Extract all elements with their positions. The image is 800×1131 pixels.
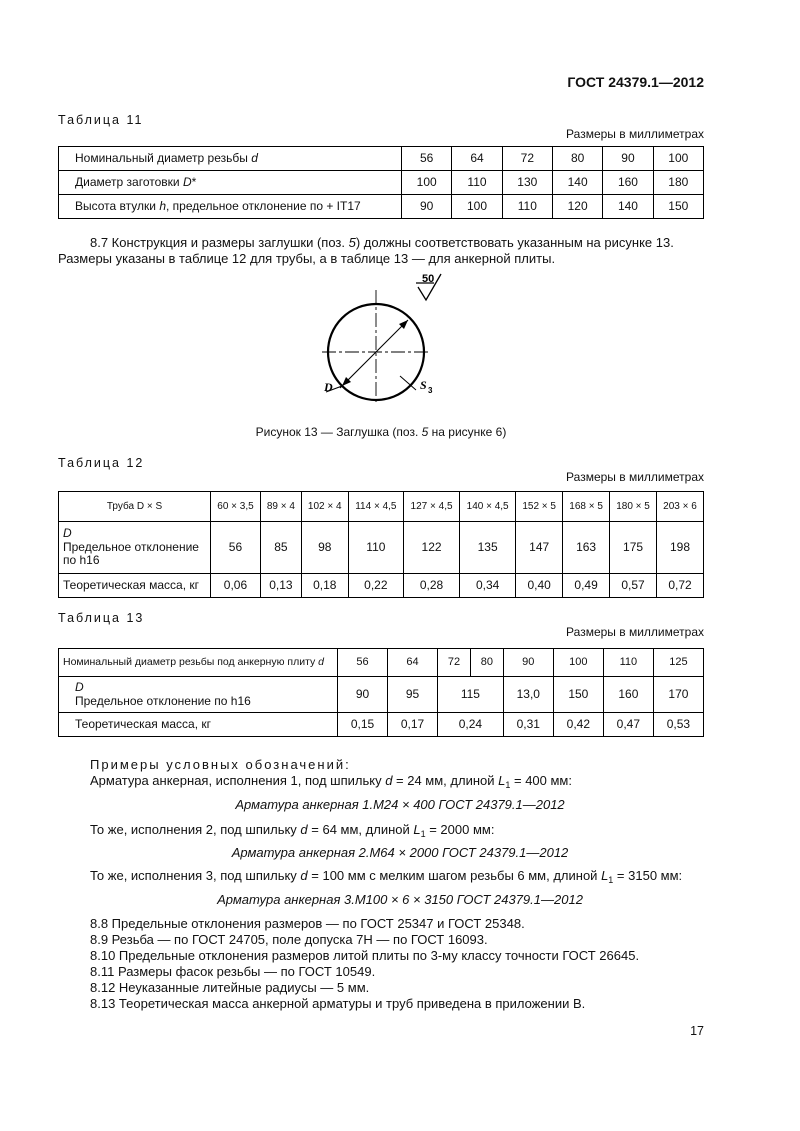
item-8-11: 8.11 Размеры фасок резьбы — по ГОСТ 10549. [90,964,376,979]
table-13-col-header: 72 [438,649,471,677]
table-11-cell: 100 [653,147,703,171]
table-13-cell: 0,24 [438,713,504,737]
table-13-cell: 0,53 [653,713,703,737]
table-11-cell: 140 [603,195,653,219]
roughness-value: 50 [422,273,435,285]
table-11-caption: Таблица 11 [58,113,144,127]
table-13-cell: 160 [603,677,653,713]
table-12-col-header: 168 × 5 [563,492,610,522]
table-12-units: Размеры в миллиметрах [566,470,704,484]
table-12 [58,491,704,598]
table-13-cell: 0,31 [503,713,553,737]
table-11-cell: 160 [603,171,653,195]
table-13-col-header: 56 [338,649,388,677]
table-12-cell: 135 [460,522,516,574]
table-11-cell: 100 [402,171,452,195]
example-1-text: Арматура анкерная, исполнения 1, под шпильку d = 24 мм, длиной $L_1 = 400$ мм: [90,773,572,790]
table-11-units: Размеры в миллиметрах [566,127,704,141]
table-13-cell: 13,0 [503,677,553,713]
table-13-col-header: 90 [503,649,553,677]
table-11-cell: 90 [402,195,452,219]
table-12-cell: 85 [260,522,301,574]
table-12-head-label: Труба D × S [59,492,211,522]
table-12-col-header: 203 × 6 [657,492,704,522]
table-11 [58,146,704,219]
table-11-cell: 110 [502,195,552,219]
table-11-cell: 110 [452,171,502,195]
table-13-caption: Таблица 13 [58,611,145,625]
thickness-label: S [420,378,427,392]
table-12-cell: 175 [610,522,657,574]
thickness-label-sub: 3 [428,386,433,395]
table-13-row2-label: Теоретическая масса, кг [59,713,338,737]
table-12-cell: 0,18 [301,574,348,598]
table-11-cell: 64 [452,147,502,171]
examples-title: Примеры условных обозначений: [90,757,351,772]
table-12-cell: 0,06 [211,574,261,598]
item-8-9: 8.9 Резьба — по ГОСТ 24705, поле допуска 7Н — по ГОСТ 16093. [90,932,488,947]
table-12-col-header: 152 × 5 [516,492,563,522]
table-11-cell: 130 [502,171,552,195]
table-12-col-header: 89 × 4 [260,492,301,522]
table-12-cell: 0,49 [563,574,610,598]
diameter-dimension-line [340,320,408,388]
table-12-col-header: 180 × 5 [610,492,657,522]
table-12-col-header: 127 × 4,5 [404,492,460,522]
table-11-cell: 120 [552,195,602,219]
table-11-cell: 140 [552,171,602,195]
table-11-row-label: Диаметр заготовки D* [59,171,402,195]
example-2-text: То же, исполнения 2, под шпильку d = 64 мм, длиной $L_1 = 2000$ мм: [90,822,495,839]
table-11-cell: 80 [552,147,602,171]
table-11-row-label: Номинальный диаметр резьбы d [59,147,402,171]
figure-13-plug-drawing [300,270,460,405]
table-13-cell: 0,15 [338,713,388,737]
table-13-col-header: 80 [470,649,503,677]
table-13-cell: 170 [653,677,703,713]
table-11-cell: 90 [603,147,653,171]
item-8-12: 8.12 Неуказанные литейные радиусы — 5 мм. [90,980,370,995]
table-12-cell: 98 [301,522,348,574]
table-12-col-header: 114 × 4,5 [348,492,403,522]
table-11-cell: 56 [402,147,452,171]
table-13-col-header: 125 [653,649,703,677]
table-12-cell: 0,72 [657,574,704,598]
table-12-row2-label: Теоретическая масса, кг [59,574,211,598]
table-11-cell: 100 [452,195,502,219]
table-13-cell: 150 [553,677,603,713]
document-id: ГОСТ 24379.1—2012 [567,74,704,90]
example-3-designation: Арматура анкерная 3.М100 × 6 × 3150 ГОСТ 24379.1—2012 [217,892,583,907]
table-12-cell: 0,22 [348,574,403,598]
table-11-cell: 72 [502,147,552,171]
table-13-cell: 0,47 [603,713,653,737]
table-13-cell: 0,42 [553,713,603,737]
table-11-cell: 150 [653,195,703,219]
table-11-row [59,147,704,171]
center-lines [322,290,430,402]
diameter-label: D [324,380,333,394]
table-12-col-header: 60 × 3,5 [211,492,261,522]
table-12-cell: 198 [657,522,704,574]
item-8-13: 8.13 Теоретическая масса анкерной арматуры и труб приведена в приложении В. [90,996,586,1011]
table-11-cell: 180 [653,171,703,195]
table-13-cell: 0,17 [388,713,438,737]
table-11-row-label: Высота втулки h, предельное отклонение по + IT17 [59,195,402,219]
para-8-7-line1: 8.7 Конструкция и размеры заглушки (поз. 5) должны соответствовать указанным на рисунке 13. [90,235,674,250]
table-12-caption: Таблица 12 [58,456,145,470]
example-3-text: То же, исполнения 3, под шпильку d = 100 мм с мелким шагом резьбы 6 мм, длиной $L_1 = 3150$ мм: [90,868,683,885]
para-8-7-line2: Размеры указаны в таблице 12 для трубы, а в таблице 13 — для анкерной плиты. [58,251,556,266]
table-12-cell: 122 [404,522,460,574]
table-12-cell: 0,34 [460,574,516,598]
table-12-col-header: 140 × 4,5 [460,492,516,522]
table-12-cell: 110 [348,522,403,574]
figure-13-caption: Рисунок 13 — Заглушка (поз. 5 на рисунке 6) [255,425,507,439]
table-11-row [59,195,704,219]
table-12-cell: 0,40 [516,574,563,598]
table-12-cell: 0,57 [610,574,657,598]
table-12-col-header: 102 × 4 [301,492,348,522]
table-11-row [59,171,704,195]
table-13-cell: 90 [338,677,388,713]
table-12-cell: 163 [563,522,610,574]
table-13-col-header: 100 [553,649,603,677]
table-12-cell: 0,13 [260,574,301,598]
table-13 [58,648,704,737]
item-8-10: 8.10 Предельные отклонения размеров литой плиты по 3-му классу точности ГОСТ 26645. [90,948,640,963]
table-12-cell: 0,28 [404,574,460,598]
table-13-col-header: 64 [388,649,438,677]
item-8-8: 8.8 Предельные отклонения размеров — по ГОСТ 25347 и ГОСТ 25348. [90,916,525,931]
table-13-cell: 95 [388,677,438,713]
example-2-designation: Арматура анкерная 2.М64 × 2000 ГОСТ 24379.1—2012 [231,845,569,860]
table-13-col-header: 110 [603,649,653,677]
table-12-row1-label: D Предельное отклонение по h16 [59,522,211,574]
table-13-head-label: Номинальный диаметр резьбы под анкерную плиту d [59,649,338,677]
page-number: 17 [690,1024,704,1038]
table-13-row1-label: D Предельное отклонение по h16 [59,677,338,713]
table-13-units: Размеры в миллиметрах [566,625,704,639]
example-1-designation: Арматура анкерная 1.М24 × 400 ГОСТ 24379.1—2012 [235,797,565,812]
table-12-cell: 147 [516,522,563,574]
table-13-cell: 115 [438,677,504,713]
table-12-cell: 56 [211,522,261,574]
